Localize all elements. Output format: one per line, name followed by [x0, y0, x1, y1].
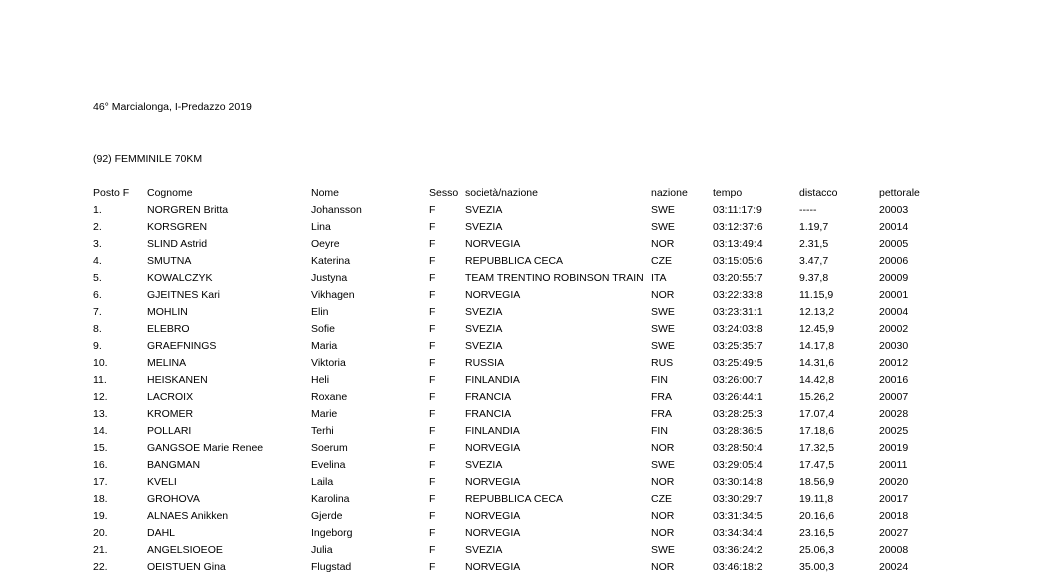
cell-gap: 3.47,7 — [799, 255, 829, 267]
cell-name: Oeyre — [311, 238, 340, 250]
cell-bib: 20017 — [879, 493, 909, 505]
cell-gap: ----- — [799, 204, 817, 216]
cell-bib: 20008 — [879, 544, 909, 556]
cell-position: 17. — [93, 476, 108, 488]
cell-name: Flugstad — [311, 561, 352, 573]
cell-gap: 9.37,8 — [799, 272, 829, 284]
cell-time: 03:13:49:4 — [713, 238, 763, 250]
cell-nation: CZE — [651, 493, 672, 505]
header-surname: Cognome — [147, 187, 193, 199]
cell-time: 03:11:17:9 — [713, 204, 762, 216]
cell-bib: 20004 — [879, 306, 909, 318]
cell-name: Terhi — [311, 425, 334, 437]
header-name: Nome — [311, 187, 340, 199]
category-title: (92) FEMMINILE 70KM — [93, 153, 203, 165]
cell-surname: MELINA — [147, 357, 187, 369]
cell-position: 14. — [93, 425, 108, 437]
cell-gap: 14.17,8 — [799, 340, 835, 352]
cell-surname: GANGSOE Marie Renee — [147, 442, 264, 454]
cell-club: SVEZIA — [465, 221, 503, 233]
header-bib: pettorale — [879, 187, 920, 199]
cell-bib: 20001 — [879, 289, 909, 301]
cell-time: 03:46:18:2 — [713, 561, 763, 573]
cell-nation: NOR — [651, 442, 675, 454]
cell-name: Laila — [311, 476, 334, 488]
cell-gap: 12.13,2 — [799, 306, 835, 318]
cell-nation: RUS — [651, 357, 674, 369]
cell-nation: SWE — [651, 459, 675, 471]
cell-name: Justyna — [311, 272, 348, 284]
cell-name: Sofie — [311, 323, 335, 335]
cell-sex: F — [429, 306, 436, 318]
cell-club: SVEZIA — [465, 306, 503, 318]
cell-sex: F — [429, 408, 436, 420]
cell-gap: 11.15,9 — [799, 289, 834, 301]
cell-sex: F — [429, 527, 436, 539]
cell-position: 12. — [93, 391, 108, 403]
cell-sex: F — [429, 374, 436, 386]
cell-nation: SWE — [651, 221, 675, 233]
cell-name: Soerum — [311, 442, 348, 454]
cell-club: NORVEGIA — [465, 442, 521, 454]
cell-gap: 17.47,5 — [799, 459, 835, 471]
cell-nation: NOR — [651, 289, 675, 301]
cell-position: 21. — [93, 544, 108, 556]
cell-bib: 20027 — [879, 527, 909, 539]
cell-gap: 19.11,8 — [799, 493, 834, 505]
cell-name: Vikhagen — [311, 289, 355, 301]
cell-gap: 20.16,6 — [799, 510, 835, 522]
cell-position: 22. — [93, 561, 108, 573]
cell-position: 5. — [93, 272, 102, 284]
cell-surname: ANGELSIOEOE — [147, 544, 223, 556]
cell-club: RUSSIA — [465, 357, 505, 369]
cell-time: 03:28:36:5 — [713, 425, 763, 437]
cell-time: 03:25:49:5 — [713, 357, 763, 369]
cell-name: Viktoria — [311, 357, 346, 369]
cell-time: 03:25:35:7 — [713, 340, 763, 352]
cell-surname: SLIND Astrid — [147, 238, 208, 250]
cell-gap: 17.07,4 — [799, 408, 835, 420]
cell-nation: CZE — [651, 255, 672, 267]
cell-surname: KVELI — [147, 476, 177, 488]
cell-bib: 20020 — [879, 476, 909, 488]
cell-position: 7. — [93, 306, 102, 318]
cell-gap: 25.06,3 — [799, 544, 835, 556]
cell-name: Marie — [311, 408, 338, 420]
cell-bib: 20018 — [879, 510, 909, 522]
cell-name: Gjerde — [311, 510, 343, 522]
cell-bib: 20002 — [879, 323, 909, 335]
cell-gap: 18.56,9 — [799, 476, 835, 488]
cell-bib: 20012 — [879, 357, 909, 369]
cell-name: Heli — [311, 374, 330, 386]
cell-sex: F — [429, 493, 436, 505]
cell-position: 11. — [93, 374, 107, 386]
cell-gap: 23.16,5 — [799, 527, 835, 539]
cell-surname: HEISKANEN — [147, 374, 208, 386]
cell-nation: ITA — [651, 272, 667, 284]
cell-gap: 17.18,6 — [799, 425, 835, 437]
cell-position: 20. — [93, 527, 108, 539]
cell-position: 16. — [93, 459, 108, 471]
cell-club: SVEZIA — [465, 323, 503, 335]
cell-name: Lina — [311, 221, 331, 233]
page-title: 46° Marcialonga, I-Predazzo 2019 — [93, 101, 252, 113]
cell-sex: F — [429, 204, 436, 216]
cell-time: 03:26:00:7 — [713, 374, 763, 386]
cell-position: 15. — [93, 442, 108, 454]
cell-sex: F — [429, 255, 436, 267]
cell-surname: ELEBRO — [147, 323, 190, 335]
cell-bib: 20014 — [879, 221, 909, 233]
cell-nation: SWE — [651, 306, 675, 318]
header-nation: nazione — [651, 187, 688, 199]
cell-surname: KORSGREN — [147, 221, 208, 233]
cell-nation: FRA — [651, 408, 672, 420]
cell-time: 03:28:25:3 — [713, 408, 763, 420]
cell-name: Elin — [311, 306, 329, 318]
cell-time: 03:22:33:8 — [713, 289, 763, 301]
cell-surname: POLLARI — [147, 425, 192, 437]
header-club: società/nazione — [465, 187, 538, 199]
cell-position: 19. — [93, 510, 108, 522]
cell-bib: 20016 — [879, 374, 909, 386]
cell-name: Karolina — [311, 493, 350, 505]
header-position: Posto F — [93, 187, 130, 199]
cell-bib: 20024 — [879, 561, 909, 573]
cell-bib: 20005 — [879, 238, 909, 250]
cell-time: 03:28:50:4 — [713, 442, 763, 454]
cell-club: SVEZIA — [465, 340, 503, 352]
cell-sex: F — [429, 425, 436, 437]
cell-name: Katerina — [311, 255, 351, 267]
cell-time: 03:29:05:4 — [713, 459, 763, 471]
cell-time: 03:30:29:7 — [713, 493, 763, 505]
cell-club: FRANCIA — [465, 408, 512, 420]
cell-position: 8. — [93, 323, 102, 335]
cell-bib: 20025 — [879, 425, 909, 437]
cell-name: Julia — [311, 544, 333, 556]
cell-club: NORVEGIA — [465, 476, 521, 488]
cell-nation: FIN — [651, 374, 668, 386]
cell-nation: SWE — [651, 544, 675, 556]
cell-nation: FRA — [651, 391, 672, 403]
cell-surname: OEISTUEN Gina — [147, 561, 226, 573]
cell-sex: F — [429, 459, 436, 471]
cell-time: 03:12:37:6 — [713, 221, 763, 233]
cell-sex: F — [429, 238, 436, 250]
cell-club: FRANCIA — [465, 391, 512, 403]
cell-bib: 20028 — [879, 408, 909, 420]
cell-name: Ingeborg — [311, 527, 353, 539]
cell-position: 4. — [93, 255, 102, 267]
cell-nation: NOR — [651, 476, 675, 488]
cell-sex: F — [429, 289, 436, 301]
cell-time: 03:30:14:8 — [713, 476, 763, 488]
cell-club: REPUBBLICA CECA — [465, 255, 564, 267]
cell-club: FINLANDIA — [465, 374, 520, 386]
cell-position: 13. — [93, 408, 108, 420]
cell-club: NORVEGIA — [465, 527, 521, 539]
cell-name: Maria — [311, 340, 338, 352]
cell-gap: 2.31,5 — [799, 238, 829, 250]
cell-time: 03:31:34:5 — [713, 510, 763, 522]
cell-surname: ALNAES Anikken — [147, 510, 229, 522]
cell-sex: F — [429, 340, 436, 352]
cell-sex: F — [429, 476, 436, 488]
cell-club: NORVEGIA — [465, 238, 521, 250]
cell-nation: NOR — [651, 510, 675, 522]
cell-club: NORVEGIA — [465, 510, 521, 522]
cell-surname: KOWALCZYK — [147, 272, 213, 284]
cell-time: 03:36:24:2 — [713, 544, 763, 556]
cell-surname: GRAEFNINGS — [147, 340, 217, 352]
cell-gap: 14.42,8 — [799, 374, 835, 386]
cell-position: 3. — [93, 238, 102, 250]
cell-surname: SMUTNA — [147, 255, 192, 267]
cell-sex: F — [429, 391, 436, 403]
cell-bib: 20009 — [879, 272, 909, 284]
cell-nation: NOR — [651, 238, 675, 250]
cell-surname: BANGMAN — [147, 459, 201, 471]
cell-name: Roxane — [311, 391, 348, 403]
cell-nation: SWE — [651, 204, 675, 216]
cell-surname: DAHL — [147, 527, 176, 539]
cell-nation: SWE — [651, 340, 675, 352]
cell-surname: LACROIX — [147, 391, 194, 403]
cell-gap: 14.31,6 — [799, 357, 835, 369]
header-time: tempo — [713, 187, 743, 199]
cell-nation: FIN — [651, 425, 668, 437]
cell-time: 03:23:31:1 — [713, 306, 763, 318]
cell-surname: MOHLIN — [147, 306, 188, 318]
cell-sex: F — [429, 323, 436, 335]
cell-club: FINLANDIA — [465, 425, 520, 437]
cell-position: 10. — [93, 357, 108, 369]
cell-sex: F — [429, 544, 436, 556]
cell-club: NORVEGIA — [465, 289, 521, 301]
cell-nation: NOR — [651, 561, 675, 573]
cell-sex: F — [429, 357, 436, 369]
cell-bib: 20011 — [879, 459, 908, 471]
cell-time: 03:34:34:4 — [713, 527, 763, 539]
cell-bib: 20003 — [879, 204, 909, 216]
cell-name: Evelina — [311, 459, 346, 471]
cell-surname: GJEITNES Kari — [147, 289, 220, 301]
cell-sex: F — [429, 561, 436, 573]
cell-gap: 35.00,3 — [799, 561, 835, 573]
cell-bib: 20006 — [879, 255, 909, 267]
cell-time: 03:15:05:6 — [713, 255, 763, 267]
cell-sex: F — [429, 221, 436, 233]
cell-position: 1. — [93, 204, 102, 216]
cell-bib: 20019 — [879, 442, 909, 454]
cell-surname: NORGREN Britta — [147, 204, 229, 216]
cell-position: 6. — [93, 289, 102, 301]
cell-time: 03:20:55:7 — [713, 272, 763, 284]
cell-sex: F — [429, 442, 436, 454]
cell-club: SVEZIA — [465, 544, 503, 556]
cell-sex: F — [429, 510, 436, 522]
cell-bib: 20007 — [879, 391, 909, 403]
cell-club: REPUBBLICA CECA — [465, 493, 564, 505]
cell-gap: 1.19,7 — [799, 221, 829, 233]
header-sex: Sesso — [429, 187, 459, 199]
cell-nation: NOR — [651, 527, 675, 539]
cell-surname: GROHOVA — [147, 493, 200, 505]
cell-club: NORVEGIA — [465, 561, 521, 573]
cell-club: SVEZIA — [465, 459, 503, 471]
cell-time: 03:26:44:1 — [713, 391, 763, 403]
cell-club: TEAM TRENTINO ROBINSON TRAIN — [465, 272, 644, 284]
cell-position: 2. — [93, 221, 102, 233]
cell-bib: 20030 — [879, 340, 909, 352]
cell-surname: KROMER — [147, 408, 194, 420]
cell-position: 18. — [93, 493, 108, 505]
cell-time: 03:24:03:8 — [713, 323, 763, 335]
cell-club: SVEZIA — [465, 204, 503, 216]
cell-nation: SWE — [651, 323, 675, 335]
cell-name: Johansson — [311, 204, 362, 216]
cell-gap: 17.32,5 — [799, 442, 835, 454]
cell-sex: F — [429, 272, 436, 284]
cell-gap: 15.26,2 — [799, 391, 835, 403]
cell-position: 9. — [93, 340, 102, 352]
cell-gap: 12.45,9 — [799, 323, 835, 335]
header-gap: distacco — [799, 187, 838, 199]
